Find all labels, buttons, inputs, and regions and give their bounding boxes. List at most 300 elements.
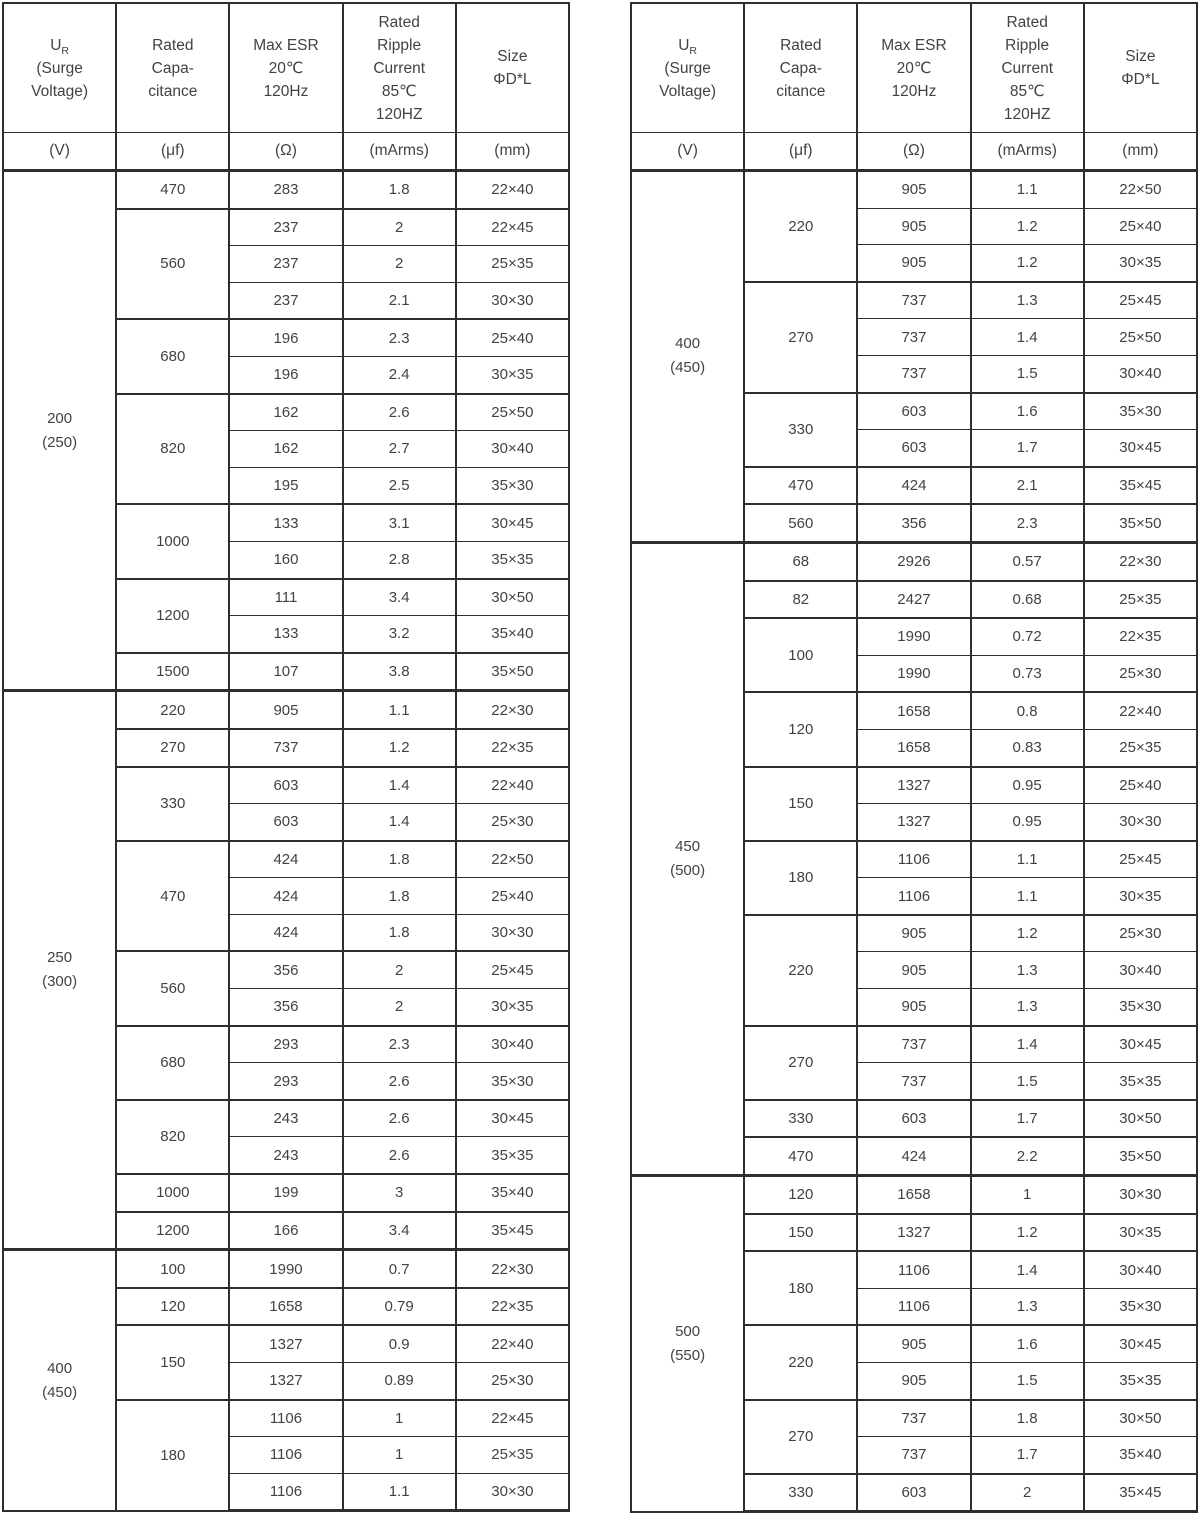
esr-cell: 133 [229, 504, 342, 541]
size-cell: 25×40 [456, 319, 569, 356]
esr-cell: 737 [857, 1437, 970, 1474]
ripple-cell: 1.6 [971, 1325, 1084, 1362]
voltage-surge: (550) [670, 1346, 706, 1364]
capacitance-cell: 1200 [116, 1212, 229, 1250]
size-header [456, 3, 569, 133]
ripple-cell: 0.79 [343, 1288, 456, 1326]
ripple-header-line: Current [1001, 59, 1053, 77]
table-header [631, 3, 1197, 171]
size-header [1084, 3, 1197, 133]
voltage-subscript: R [61, 44, 69, 57]
size-cell: 25×50 [1084, 319, 1197, 356]
capacitance-cell: 270 [116, 729, 229, 767]
ripple-cell: 1.3 [971, 1288, 1084, 1325]
esr-header [857, 3, 970, 133]
ripple-cell: 2.1 [971, 467, 1084, 505]
header-units-row [3, 133, 569, 171]
ripple-cell: 1.8 [343, 841, 456, 878]
size-cell: 25×35 [1084, 729, 1197, 766]
ripple-header-line: 85℃ [1009, 82, 1045, 100]
unit-cell: (Ω) [229, 133, 342, 171]
ripple-cell: 0.83 [971, 729, 1084, 766]
esr-cell: 243 [229, 1137, 342, 1174]
size-cell: 30×35 [456, 356, 569, 393]
capacitance-cell: 270 [744, 1026, 857, 1100]
capacitance-cell: 120 [116, 1288, 229, 1326]
unit-cell: (Ω) [857, 133, 970, 171]
header-title-row [631, 3, 1197, 133]
unit-cell: (V) [631, 133, 744, 171]
capacitance-cell: 82 [744, 581, 857, 619]
size-cell: 30×40 [456, 1026, 569, 1063]
capacitance-cell: 180 [744, 1251, 857, 1325]
capacitance-cell: 330 [744, 1474, 857, 1512]
ripple-cell: 1.2 [343, 729, 456, 767]
size-cell: 30×45 [456, 504, 569, 541]
esr-cell: 1327 [857, 1214, 970, 1252]
esr-cell: 1106 [857, 878, 970, 915]
capacitance-cell: 560 [744, 504, 857, 542]
ripple-cell: 1.4 [971, 1026, 1084, 1063]
capacitance-cell: 270 [744, 282, 857, 393]
capacitance-header-line: Rated [780, 36, 822, 54]
table-row [3, 691, 569, 729]
size-cell: 30×30 [1084, 1176, 1197, 1214]
capacitance-cell: 220 [744, 171, 857, 282]
esr-cell: 237 [229, 282, 342, 319]
size-cell: 22×30 [456, 691, 569, 729]
ripple-cell: 3.1 [343, 504, 456, 541]
ripple-cell: 1.5 [971, 1363, 1084, 1400]
capacitance-cell: 150 [116, 1325, 229, 1399]
size-cell: 22×45 [456, 1400, 569, 1437]
voltage-rated: 400 [47, 1359, 73, 1377]
size-cell: 25×45 [1084, 282, 1197, 319]
size-cell: 35×30 [1084, 989, 1197, 1026]
voltage-header-line: Voltage) [31, 82, 89, 100]
esr-cell: 603 [229, 767, 342, 804]
capacitance-cell: 100 [744, 618, 857, 692]
unit-cell: (mArms) [343, 133, 456, 171]
size-cell: 25×45 [456, 951, 569, 988]
capacitance-cell: 470 [744, 1137, 857, 1175]
capacitance-cell: 1200 [116, 579, 229, 653]
capacitance-cell: 330 [116, 767, 229, 841]
size-header-line: ΦD*L [493, 71, 532, 88]
ripple-cell: 1 [343, 1400, 456, 1437]
ripple-cell: 1.5 [971, 355, 1084, 392]
capacitance-header-line: citance [776, 82, 826, 100]
esr-cell: 424 [229, 914, 342, 951]
voltage-surge: (450) [670, 359, 706, 377]
esr-cell: 424 [229, 841, 342, 878]
size-cell: 25×35 [456, 246, 569, 283]
esr-cell: 243 [229, 1100, 342, 1137]
unit-cell: (μf) [116, 133, 229, 171]
voltage-header [3, 3, 116, 133]
size-cell: 22×30 [456, 1250, 569, 1288]
voltage-cell [3, 1250, 116, 1511]
esr-cell: 1658 [857, 1176, 970, 1214]
esr-cell: 603 [857, 1100, 970, 1138]
ripple-cell: 2 [343, 209, 456, 246]
esr-header-line: 20℃ [896, 59, 932, 77]
esr-cell: 603 [857, 393, 970, 430]
voltage-cell [631, 171, 744, 543]
capacitance-cell: 120 [744, 692, 857, 766]
esr-cell: 133 [229, 616, 342, 653]
ripple-cell: 2.4 [343, 356, 456, 393]
size-cell: 30×30 [456, 1473, 569, 1511]
voltage-header-line: (Surge [36, 59, 83, 77]
size-cell: 22×40 [456, 767, 569, 804]
size-cell: 30×40 [1084, 355, 1197, 392]
ripple-cell: 1.2 [971, 208, 1084, 245]
ripple-cell: 0.73 [971, 655, 1084, 692]
esr-cell: 2926 [857, 542, 970, 580]
ripple-cell: 1.4 [971, 319, 1084, 356]
ripple-cell: 1.1 [971, 841, 1084, 878]
esr-cell: 737 [857, 319, 970, 356]
esr-cell: 356 [229, 989, 342, 1026]
voltage-rated: 250 [47, 949, 73, 967]
esr-cell: 737 [229, 729, 342, 767]
esr-cell: 737 [857, 1400, 970, 1437]
size-cell: 30×30 [456, 282, 569, 319]
ripple-cell: 2.7 [343, 431, 456, 468]
esr-cell: 905 [857, 171, 970, 209]
capacitance-cell: 100 [116, 1250, 229, 1288]
esr-cell: 162 [229, 394, 342, 431]
ripple-cell: 2 [343, 989, 456, 1026]
esr-cell: 905 [857, 989, 970, 1026]
ripple-cell: 2 [343, 246, 456, 283]
ripple-cell: 1.2 [971, 1214, 1084, 1252]
ripple-cell: 1.3 [971, 952, 1084, 989]
ripple-header-line: Ripple [377, 36, 422, 54]
esr-cell: 111 [229, 579, 342, 616]
capacitance-cell: 560 [116, 209, 229, 320]
esr-cell: 283 [229, 171, 342, 209]
capacitance-cell: 270 [744, 1400, 857, 1474]
esr-cell: 905 [229, 691, 342, 729]
size-cell: 30×40 [1084, 1251, 1197, 1288]
ripple-cell: 1.1 [971, 171, 1084, 209]
size-cell: 30×40 [456, 431, 569, 468]
table-body [631, 171, 1197, 1512]
size-cell: 30×45 [1084, 430, 1197, 467]
esr-cell: 603 [229, 804, 342, 841]
esr-cell: 160 [229, 541, 342, 578]
size-cell: 25×30 [1084, 655, 1197, 692]
size-cell: 35×50 [1084, 1137, 1197, 1175]
capacitance-cell: 1000 [116, 504, 229, 578]
esr-cell: 162 [229, 431, 342, 468]
size-cell: 25×45 [1084, 841, 1197, 878]
size-cell: 30×30 [1084, 804, 1197, 841]
size-cell: 35×30 [1084, 1288, 1197, 1325]
ripple-cell: 2 [343, 951, 456, 988]
size-cell: 35×40 [1084, 1437, 1197, 1474]
size-cell: 35×35 [1084, 1363, 1197, 1400]
size-cell: 35×35 [1084, 1063, 1197, 1100]
capacitance-cell: 330 [744, 1100, 857, 1138]
voltage-header-symbol [4, 34, 115, 57]
ripple-cell: 0.8 [971, 692, 1084, 729]
esr-cell: 1106 [229, 1400, 342, 1437]
ripple-cell: 1.3 [971, 282, 1084, 319]
esr-cell: 905 [857, 1325, 970, 1362]
voltage-surge: (500) [670, 861, 706, 879]
esr-cell: 1658 [229, 1288, 342, 1326]
capacitance-header [116, 3, 229, 133]
capacitance-cell: 1500 [116, 653, 229, 691]
ripple-cell: 0.72 [971, 618, 1084, 655]
ripple-header-line: Rated [1006, 13, 1048, 31]
size-cell: 22×35 [456, 1288, 569, 1326]
table-header [3, 3, 569, 171]
capacitance-cell: 680 [116, 1026, 229, 1100]
capacitance-cell: 180 [116, 1400, 229, 1511]
size-cell: 35×30 [456, 467, 569, 504]
esr-cell: 905 [857, 952, 970, 989]
size-cell: 35×30 [1084, 393, 1197, 430]
capacitance-cell: 560 [116, 951, 229, 1025]
ripple-cell: 1.7 [971, 430, 1084, 467]
ripple-cell: 2.3 [971, 504, 1084, 542]
size-cell: 30×45 [1084, 1026, 1197, 1063]
size-cell: 25×35 [1084, 581, 1197, 619]
voltage-cell [3, 171, 116, 691]
size-cell: 25×30 [1084, 915, 1197, 952]
esr-cell: 1327 [229, 1363, 342, 1400]
spec-table-left [2, 2, 570, 1512]
esr-cell: 196 [229, 319, 342, 356]
ripple-cell: 0.68 [971, 581, 1084, 619]
esr-cell: 199 [229, 1174, 342, 1212]
esr-cell: 195 [229, 467, 342, 504]
unit-cell: (mm) [1084, 133, 1197, 171]
size-cell: 22×40 [456, 1325, 569, 1362]
ripple-cell: 3 [343, 1174, 456, 1212]
voltage-symbol: U [50, 36, 62, 54]
size-cell: 22×50 [456, 841, 569, 878]
esr-cell: 166 [229, 1212, 342, 1250]
size-cell: 30×45 [1084, 1325, 1197, 1362]
ripple-cell: 3.2 [343, 616, 456, 653]
unit-cell: (V) [3, 133, 116, 171]
ripple-cell: 0.57 [971, 542, 1084, 580]
esr-header-line: 120Hz [263, 82, 309, 100]
esr-cell: 1106 [857, 1288, 970, 1325]
capacitance-cell: 150 [744, 767, 857, 841]
size-cell: 22×45 [456, 209, 569, 246]
ripple-cell: 2.2 [971, 1137, 1084, 1175]
size-cell: 30×50 [1084, 1100, 1197, 1138]
ripple-header-line: 120HZ [1003, 105, 1051, 123]
ripple-cell: 1.2 [971, 915, 1084, 952]
esr-cell: 905 [857, 1363, 970, 1400]
ripple-cell: 1.6 [971, 393, 1084, 430]
esr-cell: 293 [229, 1063, 342, 1100]
voltage-rated: 400 [675, 335, 701, 353]
esr-cell: 424 [857, 467, 970, 505]
esr-cell: 356 [857, 504, 970, 542]
capacitance-header-line: Rated [152, 36, 194, 54]
voltage-rated: 200 [47, 409, 73, 427]
size-cell: 25×30 [456, 804, 569, 841]
ripple-cell: 2.8 [343, 541, 456, 578]
ripple-header-line: Rated [378, 13, 420, 31]
esr-cell: 2427 [857, 581, 970, 619]
esr-cell: 1990 [229, 1250, 342, 1288]
capacitance-cell: 470 [116, 841, 229, 952]
capacitance-cell: 220 [744, 915, 857, 1026]
voltage-header [631, 3, 744, 133]
ripple-header [971, 3, 1084, 133]
esr-cell: 1658 [857, 729, 970, 766]
size-cell: 30×35 [1084, 878, 1197, 915]
size-cell: 35×40 [456, 616, 569, 653]
size-cell: 35×40 [456, 1174, 569, 1212]
size-cell: 25×40 [456, 878, 569, 915]
table-body [3, 171, 569, 1511]
ripple-cell: 2.5 [343, 467, 456, 504]
esr-cell: 196 [229, 356, 342, 393]
ripple-cell: 1.8 [343, 171, 456, 209]
ripple-cell: 1.8 [343, 878, 456, 915]
ripple-cell: 1.1 [343, 691, 456, 729]
ripple-cell: 1.8 [343, 914, 456, 951]
ripple-cell: 1.5 [971, 1063, 1084, 1100]
ripple-cell: 0.95 [971, 767, 1084, 804]
size-cell: 25×40 [1084, 208, 1197, 245]
esr-cell: 737 [857, 282, 970, 319]
size-cell: 30×50 [456, 579, 569, 616]
ripple-cell: 1.8 [971, 1400, 1084, 1437]
ripple-cell: 1.7 [971, 1100, 1084, 1138]
size-cell: 35×35 [456, 541, 569, 578]
size-cell: 35×35 [456, 1137, 569, 1174]
esr-header-line: Max ESR [253, 36, 319, 54]
esr-cell: 237 [229, 209, 342, 246]
ripple-cell: 2.6 [343, 1137, 456, 1174]
voltage-header-symbol [632, 34, 743, 57]
esr-cell: 424 [857, 1137, 970, 1175]
ripple-header-line: Current [373, 59, 425, 77]
ripple-cell: 2.3 [343, 319, 456, 356]
esr-cell: 1106 [857, 841, 970, 878]
capacitance-cell: 820 [116, 1100, 229, 1174]
esr-header [229, 3, 342, 133]
size-cell: 35×45 [1084, 467, 1197, 505]
esr-cell: 737 [857, 355, 970, 392]
capacitance-cell: 68 [744, 542, 857, 580]
ripple-cell: 1 [343, 1437, 456, 1474]
esr-cell: 1658 [857, 692, 970, 729]
size-header-line: ΦD*L [1121, 71, 1160, 88]
esr-cell: 1327 [857, 767, 970, 804]
table-row [3, 1250, 569, 1288]
table-row [631, 171, 1197, 209]
ripple-cell: 1.4 [343, 804, 456, 841]
size-cell: 25×40 [1084, 767, 1197, 804]
size-cell: 30×40 [1084, 952, 1197, 989]
size-cell: 30×35 [1084, 245, 1197, 282]
ripple-cell: 0.95 [971, 804, 1084, 841]
size-cell: 35×45 [1084, 1474, 1197, 1512]
esr-header-line: Max ESR [881, 36, 947, 54]
capacitance-cell: 680 [116, 319, 229, 393]
voltage-cell [631, 542, 744, 1175]
voltage-surge: (300) [42, 973, 78, 991]
capacitance-cell: 220 [744, 1325, 857, 1399]
size-cell: 30×35 [456, 989, 569, 1026]
ripple-cell: 1 [971, 1176, 1084, 1214]
esr-cell: 1327 [229, 1325, 342, 1362]
size-cell: 25×50 [456, 394, 569, 431]
size-cell: 35×50 [456, 653, 569, 691]
voltage-subscript: R [689, 44, 697, 57]
capacitance-cell: 1000 [116, 1174, 229, 1212]
size-cell: 35×30 [456, 1063, 569, 1100]
size-cell: 30×50 [1084, 1400, 1197, 1437]
table-row [3, 171, 569, 209]
unit-cell: (μf) [744, 133, 857, 171]
capacitance-header [744, 3, 857, 133]
voltage-symbol: U [678, 36, 690, 54]
esr-cell: 1106 [857, 1251, 970, 1288]
voltage-rated: 500 [675, 1322, 701, 1340]
spec-table-right [630, 2, 1198, 1513]
capacitance-cell: 470 [744, 467, 857, 505]
esr-cell: 603 [857, 1474, 970, 1512]
ripple-cell: 0.7 [343, 1250, 456, 1288]
header-title-row [3, 3, 569, 133]
capacitance-cell: 220 [116, 691, 229, 729]
size-cell: 22×40 [1084, 692, 1197, 729]
ripple-cell: 2 [971, 1474, 1084, 1512]
size-cell: 22×35 [1084, 618, 1197, 655]
esr-cell: 905 [857, 208, 970, 245]
size-cell: 30×45 [456, 1100, 569, 1137]
esr-cell: 603 [857, 430, 970, 467]
unit-cell: (mArms) [971, 133, 1084, 171]
voltage-cell [631, 1176, 744, 1512]
size-cell: 22×30 [1084, 542, 1197, 580]
ripple-cell: 3.4 [343, 579, 456, 616]
ripple-header-line: 120HZ [375, 105, 423, 123]
ripple-cell: 1.7 [971, 1437, 1084, 1474]
header-units-row [631, 133, 1197, 171]
ripple-cell: 0.9 [343, 1325, 456, 1362]
esr-header-line: 20℃ [268, 59, 304, 77]
capacitance-cell: 150 [744, 1214, 857, 1252]
voltage-rated: 450 [675, 837, 701, 855]
table-row [631, 542, 1197, 580]
capacitance-cell: 120 [744, 1176, 857, 1214]
esr-cell: 356 [229, 951, 342, 988]
ripple-cell: 3.4 [343, 1212, 456, 1250]
capacitance-cell: 470 [116, 171, 229, 209]
capacitance-header-line: Capa- [151, 59, 194, 77]
ripple-cell: 3.8 [343, 653, 456, 691]
esr-cell: 737 [857, 1063, 970, 1100]
size-cell: 22×50 [1084, 171, 1197, 209]
ripple-cell: 2.1 [343, 282, 456, 319]
table-row [631, 1176, 1197, 1214]
esr-cell: 237 [229, 246, 342, 283]
